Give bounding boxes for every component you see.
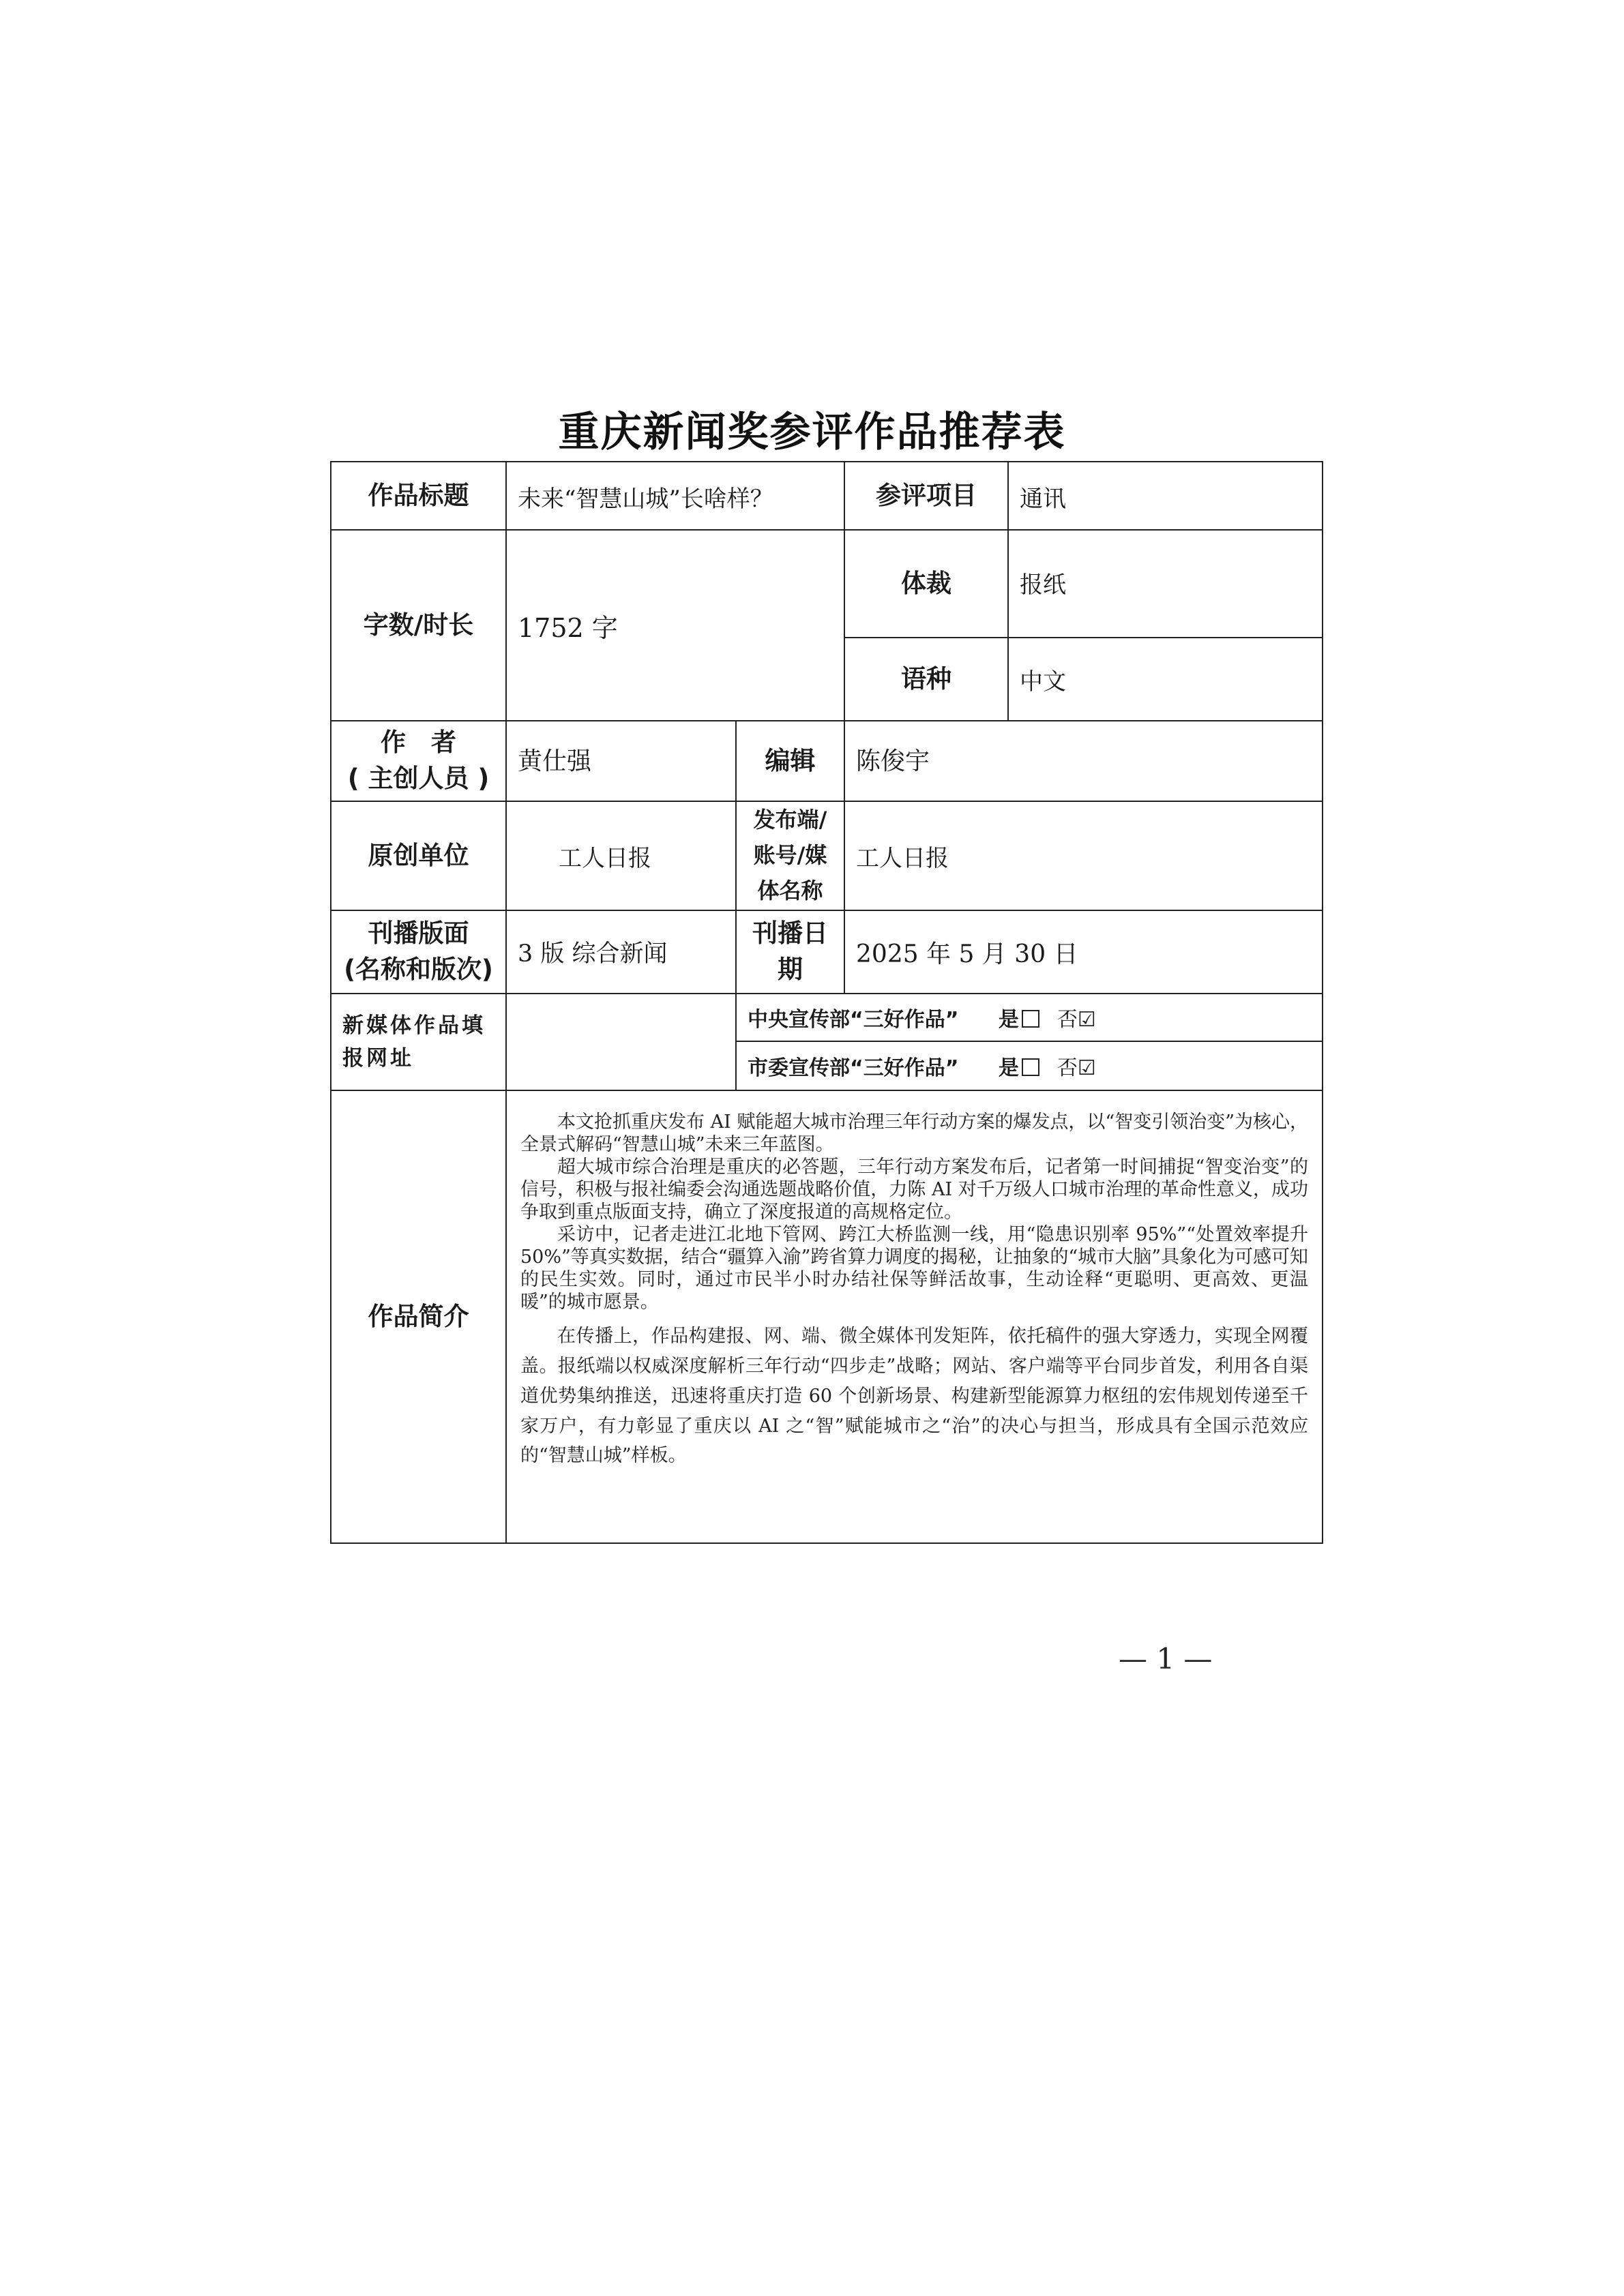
central-no-label: 否 xyxy=(1057,1008,1078,1032)
new-media-label-line1: 新媒体作品填 xyxy=(342,1013,486,1038)
central-no-checkbox[interactable]: ☑ xyxy=(1077,1008,1096,1032)
row-central-sanhao xyxy=(331,994,1323,1041)
word-count-label: 字数/时长 xyxy=(331,530,506,721)
publisher-label-line1: 发布端/ xyxy=(753,807,827,833)
city-sanhao-cell xyxy=(736,1041,1323,1090)
date-value: 2025 年 5 月 30 日 xyxy=(844,910,1323,994)
publisher-label xyxy=(736,801,844,910)
language-label: 语种 xyxy=(844,638,1008,721)
new-media-value xyxy=(506,994,736,1090)
date-label-line2: 期 xyxy=(778,955,803,984)
central-yes-label: 是 xyxy=(998,1008,1019,1032)
row-word-count-genre xyxy=(331,530,1323,638)
city-yes-label: 是 xyxy=(998,1056,1019,1080)
genre-label: 体裁 xyxy=(844,530,1008,638)
row-page-date xyxy=(331,910,1323,994)
publisher-label-line2: 账号/媒 xyxy=(753,842,827,869)
publisher-value: 工人日报 xyxy=(844,801,1323,910)
city-no-label: 否 xyxy=(1057,1056,1078,1080)
new-media-label-line2: 报网址 xyxy=(342,1046,414,1071)
intro-paragraph: 采访中，记者走进江北地下管网、跨江大桥监测一线，用“隐患识别率 95%”“处置效率提升 50%”等真实数据，结合“疆算入渝”跨省算力调度的揭秘，让抽象的“城市大脑”具象化为可感可知的民生实效。同时，通过市民半小时办结社保等鲜活故事，生动诠释“更聪明、更高效、更温暖”的城市愿景。 xyxy=(520,1223,1309,1313)
author-label-line1: 作 者 xyxy=(381,728,456,758)
category-label: 参评项目 xyxy=(844,462,1008,530)
page-value: 3 版 综合新闻 xyxy=(506,910,736,994)
intro-text xyxy=(506,1090,1323,1543)
publisher-label-line3: 体名称 xyxy=(757,877,823,904)
page-label-line1: 刊播版面 xyxy=(368,919,469,949)
original-unit-value: 工人日报 xyxy=(506,801,736,910)
date-label-line1: 刊播日 xyxy=(752,919,828,949)
author-label xyxy=(331,721,506,801)
language-value: 中文 xyxy=(1008,638,1323,721)
city-no-checkbox[interactable]: ☑ xyxy=(1077,1056,1096,1080)
page-title: 重庆新闻奖参评作品推荐表 xyxy=(558,408,1066,456)
work-title-label: 作品标题 xyxy=(331,462,506,530)
row-original-unit xyxy=(331,801,1323,910)
central-yes-checkbox[interactable] xyxy=(1022,1010,1039,1028)
date-label xyxy=(736,910,844,994)
page-number: — 1 — xyxy=(1119,1642,1213,1675)
recommendation-form-table xyxy=(330,461,1323,1544)
editor-label: 编辑 xyxy=(736,721,844,801)
central-sanhao-cell xyxy=(736,994,1323,1041)
original-unit-label: 原创单位 xyxy=(331,801,506,910)
intro-paragraph: 超大城市综合治理是重庆的必答题，三年行动方案发布后，记者第一时间捕捉“智变治变”的信号，积极与报社编委会沟通选题战略价值，力陈 AI 对千万级人口城市治理的革命性意义，成功争取到重点版面支持，确立了深度报道的高规格定位。 xyxy=(520,1156,1309,1223)
central-sanhao-label: 中央宣传部“三好作品” xyxy=(748,1008,959,1032)
new-media-label xyxy=(331,994,506,1090)
genre-value: 报纸 xyxy=(1008,530,1323,638)
intro-label: 作品简介 xyxy=(331,1090,506,1543)
row-author-editor xyxy=(331,721,1323,801)
city-yes-checkbox[interactable] xyxy=(1022,1058,1039,1076)
row-work-title xyxy=(331,462,1323,530)
intro-paragraph: 本文抢抓重庆发布 AI 赋能超大城市治理三年行动方案的爆发点，以“智变引领治变”为核心，全景式解码“智慧山城”未来三年蓝图。 xyxy=(520,1112,1309,1155)
intro-paragraph: 在传播上，作品构建报、网、端、微全媒体刊发矩阵，依托稿件的强大穿透力，实现全网覆盖。报纸端以权威深度解析三年行动“四步走”战略；网站、客户端等平台同步首发，利用各自渠道优势集纳推送，迅速将重庆打造 60 个创新场景、构建新型能源算力枢纽的宏伟规划传递至千家万户，有力彰显了重庆以 AI 之“智”赋能城市之“治”的决心与担当，形成具有全国示范效应的“智慧山城”样板。 xyxy=(520,1326,1309,1467)
work-title-value: 未来“智慧山城”长啥样？ xyxy=(506,462,844,530)
word-count-value: 1752 字 xyxy=(506,530,844,721)
author-label-line2: ( 主创人员 ) xyxy=(347,764,490,793)
author-value: 黄仕强 xyxy=(506,721,736,801)
category-value: 通讯 xyxy=(1008,462,1323,530)
row-intro xyxy=(331,1090,1323,1543)
editor-value: 陈俊宇 xyxy=(844,721,1323,801)
page-label-line2: (名称和版次) xyxy=(344,955,493,984)
city-sanhao-label: 市委宣传部“三好作品” xyxy=(748,1056,959,1080)
page-label xyxy=(331,910,506,994)
